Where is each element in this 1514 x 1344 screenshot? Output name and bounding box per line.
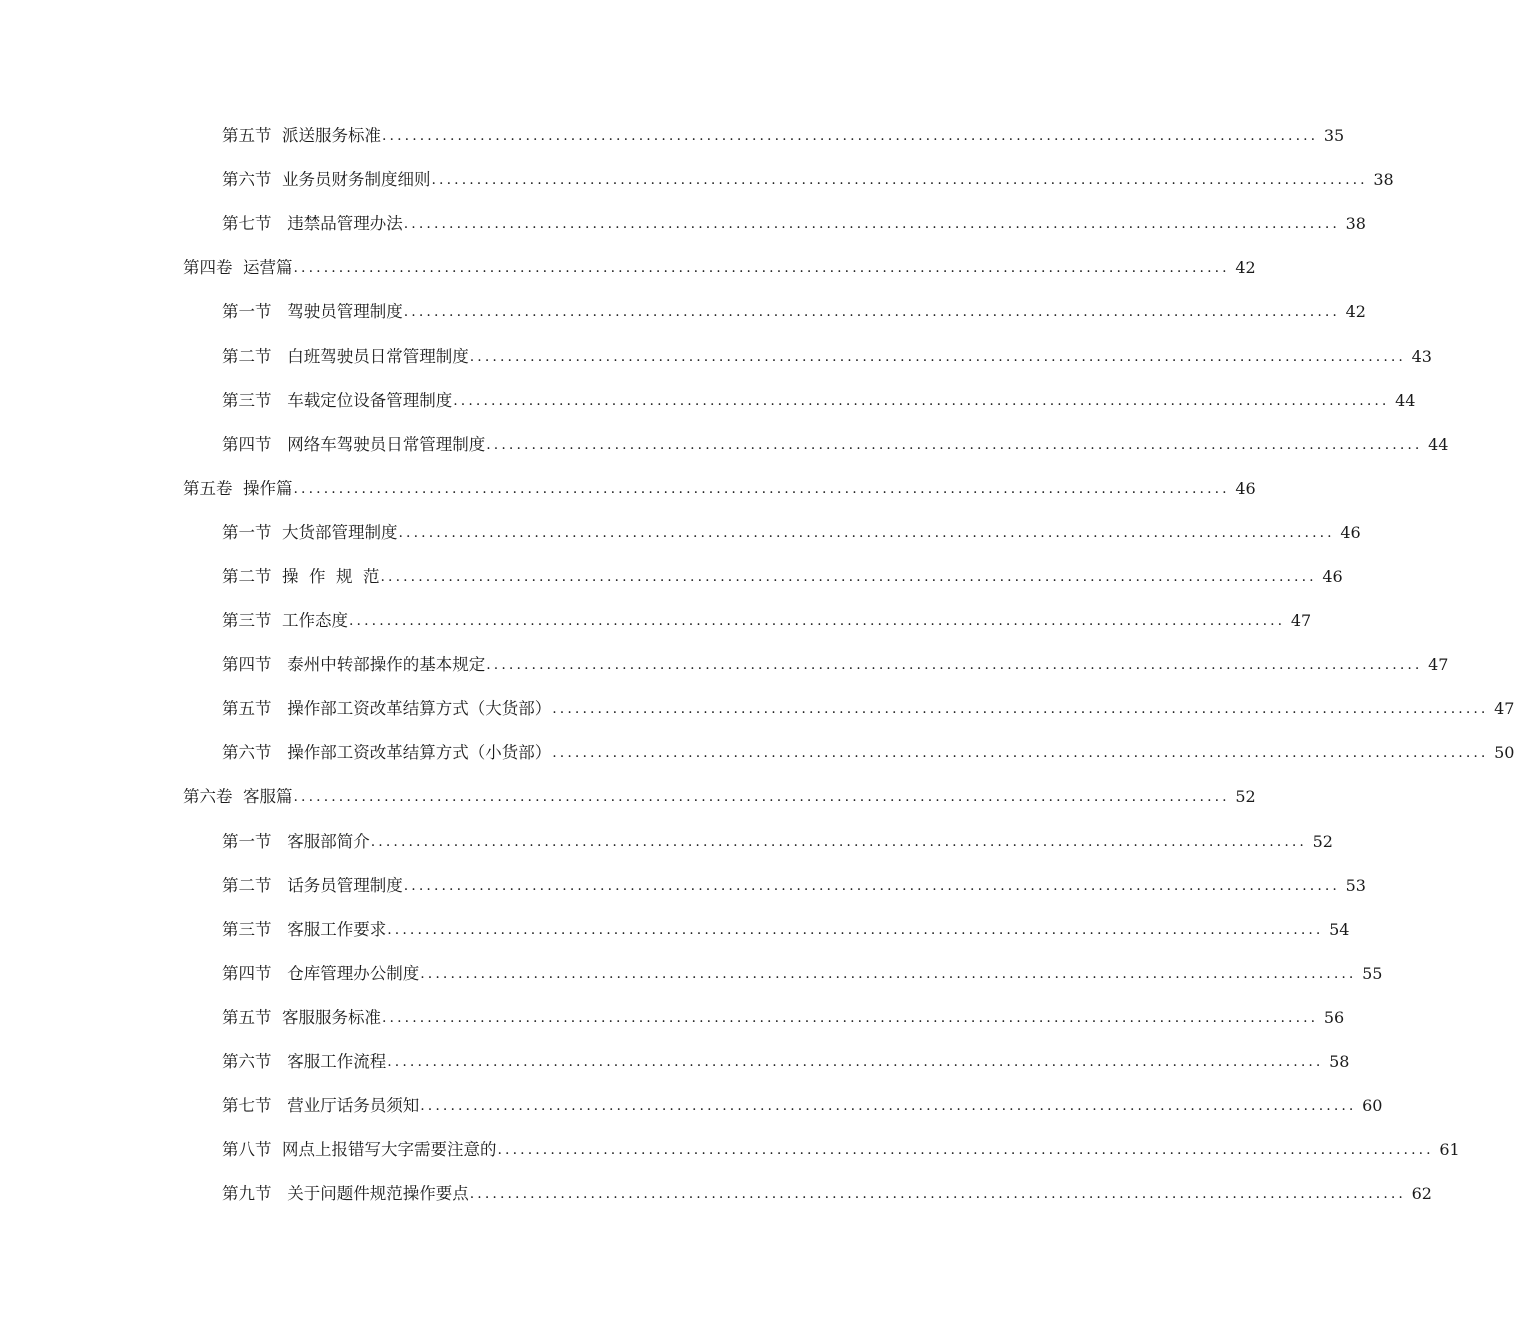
toc-entry-section-7[interactable] xyxy=(0,202,1366,246)
toc-dot-leader: ............................................................................................................................ xyxy=(420,1098,1357,1115)
toc-entry-section-6[interactable] xyxy=(0,158,1394,202)
toc-entry-title: 第五节 派送服务标准 xyxy=(222,126,381,146)
toc-dot-leader: ............................................................................................................................ xyxy=(431,172,1368,189)
toc-page-number: 42 xyxy=(1345,302,1366,322)
toc-page-number: 47 xyxy=(1494,699,1514,719)
toc-entry-title: 第八节 网点上报错写大字需要注意的 xyxy=(222,1140,497,1160)
toc-entry-section-9[interactable] xyxy=(0,1172,1432,1216)
toc-entry-title: 第三节 车载定位设备管理制度 xyxy=(222,390,453,410)
toc-dot-leader: ............................................................................................................................ xyxy=(403,304,1340,321)
toc-dot-leader: ............................................................................................................................ xyxy=(382,1009,1319,1026)
toc-entry-section-5[interactable] xyxy=(0,114,1345,158)
toc-page-number: 58 xyxy=(1329,1052,1350,1072)
toc-entry-section-6[interactable] xyxy=(0,1040,1350,1084)
toc-entry-title: 第六节 操作部工资改革结算方式（小货部） xyxy=(222,743,552,763)
toc-entry-title: 第四节 网络车驾驶员日常管理制度 xyxy=(222,434,486,454)
toc-entry-section-3[interactable] xyxy=(0,908,1350,952)
toc-dot-leader: ............................................................................................................................ xyxy=(382,128,1319,145)
toc-page-number: 50 xyxy=(1494,743,1514,763)
toc-dot-leader: ............................................................................................................................ xyxy=(293,480,1230,497)
toc-entry-title: 第七节 违禁品管理办法 xyxy=(222,214,403,234)
toc-entry-title: 第四节 仓库管理办公制度 xyxy=(222,963,420,983)
toc-page-number: 46 xyxy=(1322,566,1343,586)
toc-dot-leader: ............................................................................................................................ xyxy=(370,833,1307,850)
toc-entry-title: 第一节 客服部简介 xyxy=(222,831,370,851)
toc-entry-title: 第六节 业务员财务制度细则 xyxy=(222,170,431,190)
toc-entry-title: 第五节 客服服务标准 xyxy=(222,1007,381,1027)
toc-dot-leader: ............................................................................................................................ xyxy=(293,260,1230,277)
toc-entry-title: 第五节 操作部工资改革结算方式（大货部） xyxy=(222,699,552,719)
toc-entry-section-4[interactable] xyxy=(0,423,1449,467)
toc-entry-volume-6[interactable] xyxy=(0,775,1256,819)
toc-page-number: 43 xyxy=(1411,346,1432,366)
toc-entry-title: 第三节 工作态度 xyxy=(222,611,348,631)
toc-page-number: 53 xyxy=(1345,875,1366,895)
toc-entry-section-5[interactable] xyxy=(0,996,1345,1040)
toc-page-number: 47 xyxy=(1428,655,1449,675)
toc-page-number: 38 xyxy=(1373,170,1394,190)
toc-entry-title: 第四卷 运营篇 xyxy=(183,258,293,278)
toc-dot-leader: ............................................................................................................................ xyxy=(387,921,1324,938)
toc-dot-leader: ............................................................................................................................ xyxy=(497,1142,1434,1159)
toc-dot-leader: ............................................................................................................................ xyxy=(380,568,1317,585)
toc-page-number: 42 xyxy=(1235,258,1256,278)
toc-dot-leader: ............................................................................................................................ xyxy=(486,657,1423,674)
toc-entry-title: 第一节 大货部管理制度 xyxy=(222,522,398,542)
toc-entry-section-2[interactable] xyxy=(0,864,1366,908)
toc-dot-leader: ............................................................................................................................ xyxy=(469,348,1406,365)
toc-entry-section-6[interactable] xyxy=(0,731,1514,775)
toc-dot-leader: ............................................................................................................................ xyxy=(403,216,1340,233)
toc-entry-section-5[interactable] xyxy=(0,687,1514,731)
toc-entry-section-7[interactable] xyxy=(0,1084,1383,1128)
toc-page-number: 55 xyxy=(1362,963,1383,983)
toc-page-number: 47 xyxy=(1290,611,1312,631)
toc-entry-section-3[interactable] xyxy=(0,599,1312,643)
toc-entry-title: 第五卷 操作篇 xyxy=(183,478,293,498)
table-of-contents xyxy=(0,114,1514,1216)
toc-entry-section-4[interactable] xyxy=(0,643,1449,687)
toc-dot-leader: ............................................................................................................................ xyxy=(403,877,1340,894)
toc-page-number: 38 xyxy=(1345,214,1366,234)
toc-page-number: 44 xyxy=(1428,434,1449,454)
toc-entry-section-4[interactable] xyxy=(0,952,1383,996)
toc-dot-leader: ............................................................................................................................ xyxy=(349,613,1286,630)
toc-entry-title: 第七节 营业厅话务员须知 xyxy=(222,1096,420,1116)
toc-entry-title: 第四节 泰州中转部操作的基本规定 xyxy=(222,655,486,675)
toc-entry-title: 第一节 驾驶员管理制度 xyxy=(222,302,403,322)
toc-entry-section-3[interactable] xyxy=(0,379,1416,423)
toc-entry-volume-4[interactable] xyxy=(0,246,1256,290)
toc-entry-title: 第二节 操 作 规 范 xyxy=(222,566,380,586)
toc-dot-leader: ............................................................................................................................ xyxy=(552,745,1489,762)
toc-entry-title: 第六卷 客服篇 xyxy=(183,787,293,807)
toc-dot-leader: ............................................................................................................................ xyxy=(552,701,1489,718)
toc-entry-section-2[interactable] xyxy=(0,334,1432,378)
toc-dot-leader: ............................................................................................................................ xyxy=(387,1054,1324,1071)
toc-entry-title: 第六节 客服工作流程 xyxy=(222,1052,387,1072)
toc-entry-section-2[interactable] xyxy=(0,555,1343,599)
toc-page-number: 52 xyxy=(1312,831,1333,851)
toc-entry-title: 第三节 客服工作要求 xyxy=(222,919,387,939)
toc-entry-section-1[interactable] xyxy=(0,820,1333,864)
toc-page-number: 56 xyxy=(1323,1007,1345,1027)
toc-page-number: 46 xyxy=(1340,522,1361,542)
toc-page-number: 35 xyxy=(1323,126,1345,146)
toc-entry-section-8[interactable] xyxy=(0,1128,1460,1172)
toc-entry-section-1[interactable] xyxy=(0,511,1361,555)
toc-entry-title: 第二节 话务员管理制度 xyxy=(222,875,403,895)
toc-page-number: 44 xyxy=(1395,390,1416,410)
toc-dot-leader: ............................................................................................................................ xyxy=(293,789,1230,806)
toc-page-number: 46 xyxy=(1235,478,1256,498)
toc-dot-leader: ............................................................................................................................ xyxy=(453,392,1390,409)
toc-page-number: 54 xyxy=(1329,919,1350,939)
toc-entry-section-1[interactable] xyxy=(0,290,1366,334)
toc-page-number: 60 xyxy=(1362,1096,1383,1116)
toc-entry-volume-5[interactable] xyxy=(0,467,1256,511)
toc-page-number: 61 xyxy=(1439,1140,1460,1160)
toc-dot-leader: ............................................................................................................................ xyxy=(486,436,1423,453)
toc-entry-title: 第九节 关于问题件规范操作要点 xyxy=(222,1184,469,1204)
toc-page-number: 62 xyxy=(1411,1184,1432,1204)
toc-entry-title: 第二节 白班驾驶员日常管理制度 xyxy=(222,346,469,366)
toc-dot-leader: ............................................................................................................................ xyxy=(398,524,1335,541)
toc-page-number: 52 xyxy=(1235,787,1256,807)
toc-dot-leader: ............................................................................................................................ xyxy=(469,1186,1406,1203)
toc-dot-leader: ............................................................................................................................ xyxy=(420,965,1357,982)
